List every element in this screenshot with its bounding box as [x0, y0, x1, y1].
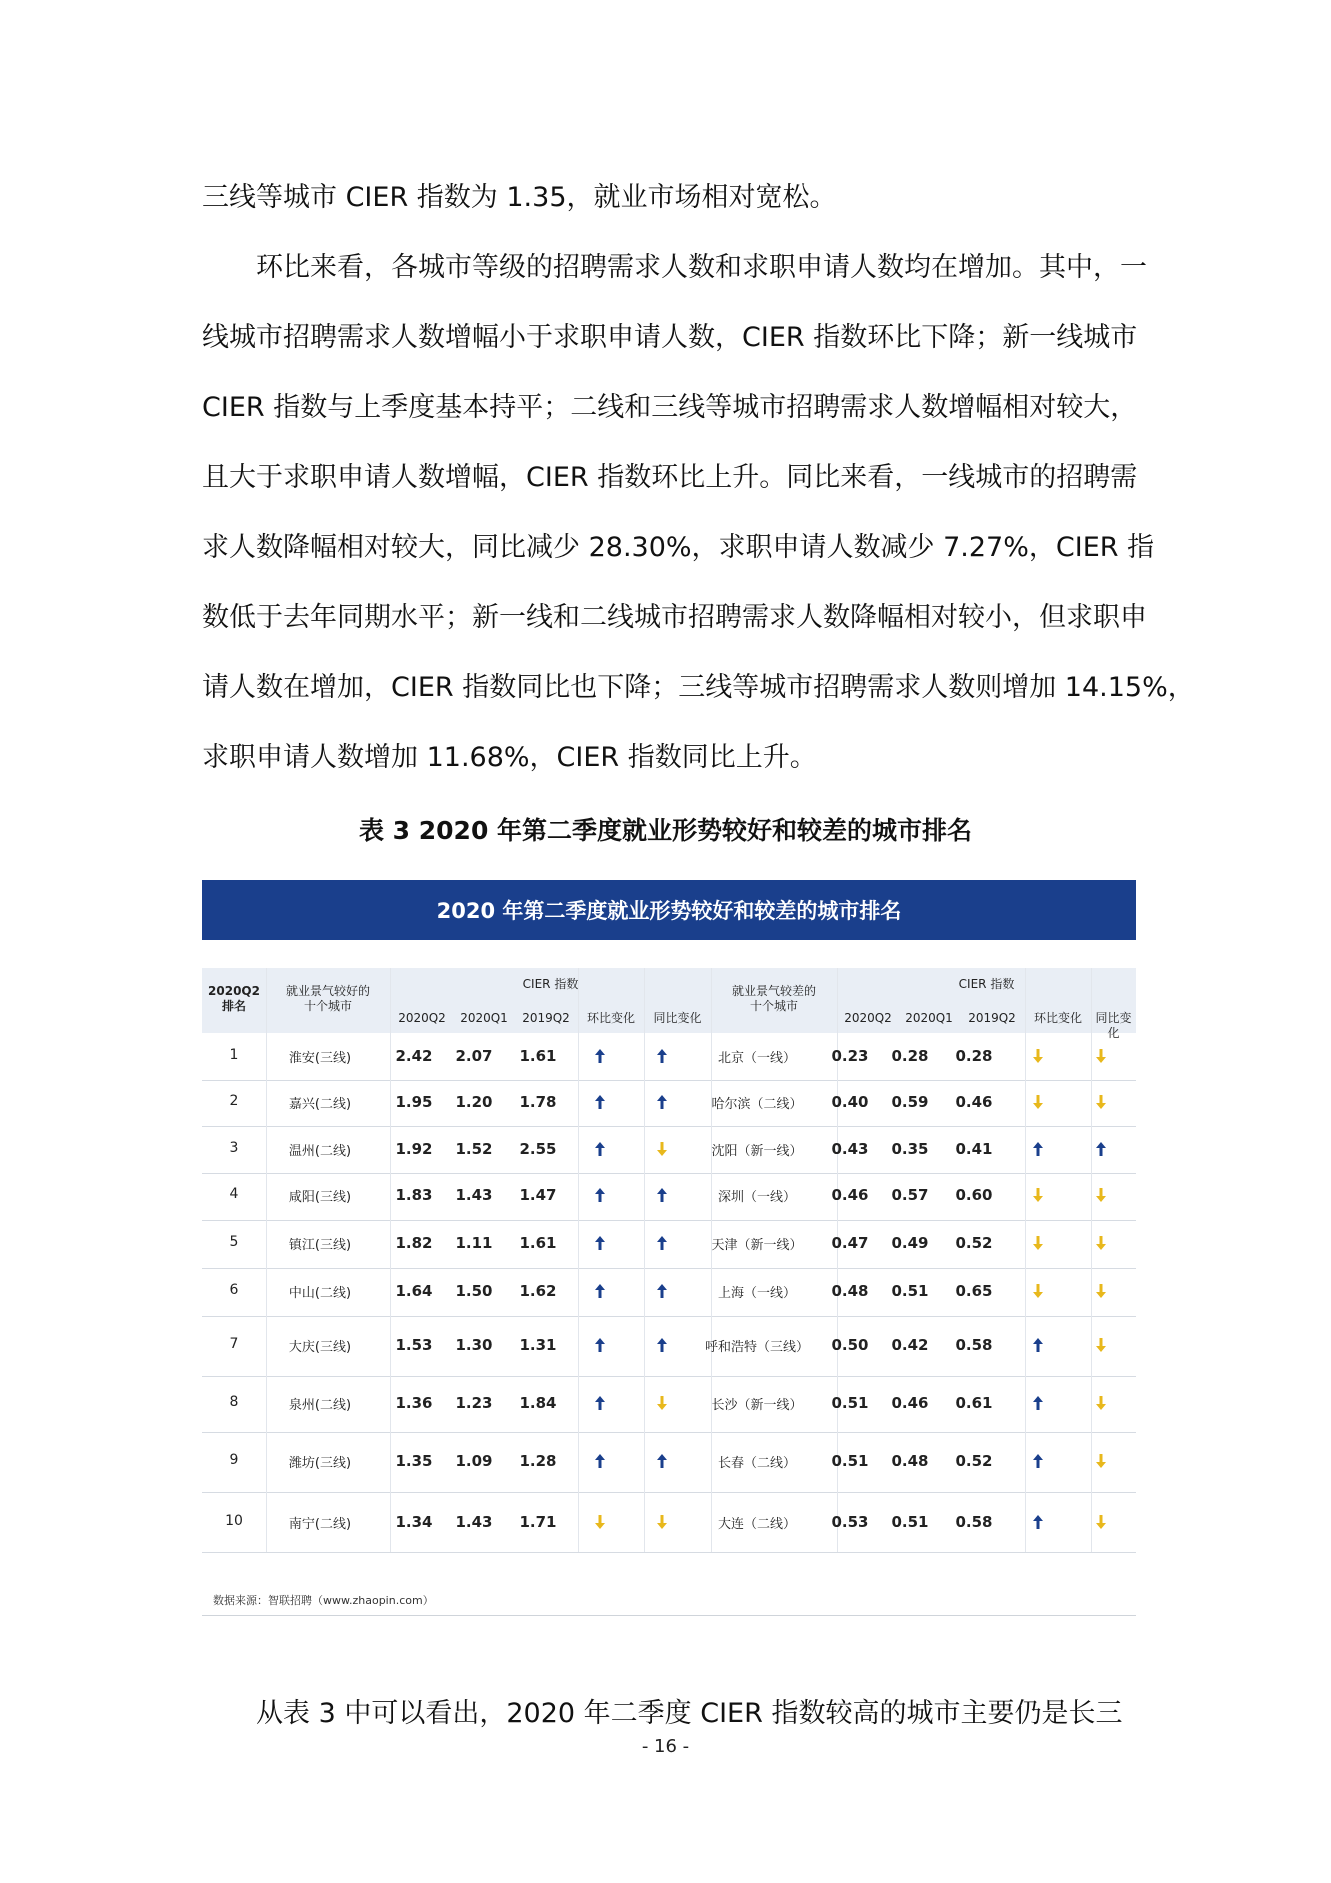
header-good-line1: 就业景气较好的: [285, 984, 370, 998]
header-bad-line1: 就业景气较差的: [731, 984, 816, 998]
column-divider: [1025, 968, 1026, 1552]
header-bad-line2: 十个城市: [749, 999, 798, 1013]
cier-2020q2-cell: 1.92: [395, 1140, 433, 1158]
arrow-down-icon: [657, 1515, 667, 1529]
cier-2020q1-cell: 1.11: [455, 1234, 493, 1252]
cier-2020q1-cell: 0.49: [891, 1234, 929, 1252]
cier-2020q1-cell: 2.07: [455, 1047, 493, 1065]
rank-cell: 8: [229, 1394, 239, 1410]
text-line: 三线等城市 CIER 指数为 1.35，就业市场相对宽松。: [202, 182, 837, 213]
row-divider: [202, 1173, 1136, 1174]
bad-city-cell: 沈阳（新一线）: [711, 1144, 803, 1159]
arrow-up-icon: [657, 1284, 667, 1298]
arrow-up-icon: [595, 1338, 605, 1352]
text-line: 数低于去年同期水平；新一线和二线城市招聘需求人数降幅相对较小，但求职申: [202, 602, 1147, 633]
header-col: 环比变化: [1033, 1011, 1082, 1025]
arrow-down-icon: [1096, 1188, 1106, 1202]
arrow-down-icon: [1096, 1338, 1106, 1352]
good-city-cell: 潍坊(三线): [288, 1456, 352, 1471]
cier-2020q1-cell: 1.50: [455, 1282, 493, 1300]
arrow-down-icon: [1096, 1515, 1106, 1529]
cier-2019q2-cell: 0.58: [955, 1336, 993, 1354]
text-line: 求人数降幅相对较大，同比减少 28.30%，求职申请人数减少 7.27%，CIER 指: [202, 532, 1155, 563]
bad-city-cell: 长沙（新一线）: [711, 1398, 803, 1413]
cier-2019q2-cell: 2.55: [519, 1140, 557, 1158]
header-cier-group-bad: CIER 指数: [958, 977, 1015, 991]
cier-2020q1-cell: 1.52: [455, 1140, 493, 1158]
header-good-cities: [266, 984, 390, 1014]
cier-2020q2-cell: 0.48: [831, 1282, 869, 1300]
arrow-down-icon: [1033, 1284, 1043, 1298]
rank-cell: 2: [229, 1093, 239, 1109]
cier-2019q2-cell: 1.61: [519, 1047, 557, 1065]
row-divider: [202, 1492, 1136, 1493]
cier-2020q2-cell: 1.82: [395, 1234, 433, 1252]
arrow-down-icon: [595, 1515, 605, 1529]
arrow-up-icon: [657, 1049, 667, 1063]
text-line: 环比来看，各城市等级的招聘需求人数和求职申请人数均在增加。其中，一: [256, 252, 1147, 283]
cier-2020q1-cell: 0.51: [891, 1513, 929, 1531]
arrow-down-icon: [1033, 1095, 1043, 1109]
cier-2020q1-cell: 0.46: [891, 1394, 929, 1412]
column-divider: [578, 968, 579, 1552]
cier-2020q2-cell: 1.53: [395, 1336, 433, 1354]
cier-2019q2-cell: 1.47: [519, 1186, 557, 1204]
rank-cell: 7: [229, 1336, 239, 1352]
text-line: 请人数在增加，CIER 指数同比也下降；三线等城市招聘需求人数则增加 14.15%，: [202, 672, 1195, 703]
cier-2020q2-cell: 0.46: [831, 1186, 869, 1204]
cier-2019q2-cell: 1.31: [519, 1336, 557, 1354]
rank-cell: 6: [229, 1282, 239, 1298]
good-city-cell: 大庆(三线): [288, 1340, 352, 1355]
good-city-cell: 镇江(三线): [288, 1238, 352, 1253]
header-rank-line2: 排名: [221, 999, 246, 1013]
column-divider: [1091, 968, 1092, 1552]
bad-city-cell: 天津（新一线）: [711, 1238, 803, 1253]
arrow-down-icon: [657, 1396, 667, 1410]
header-col: 2020Q1: [905, 1011, 953, 1025]
bad-city-cell: 大连（二线）: [717, 1517, 796, 1532]
header-good-line2: 十个城市: [303, 999, 352, 1013]
arrow-down-icon: [1096, 1236, 1106, 1250]
rank-cell: 4: [229, 1186, 239, 1202]
arrow-down-icon: [657, 1142, 667, 1156]
arrow-down-icon: [1033, 1188, 1043, 1202]
rank-cell: 10: [225, 1513, 243, 1529]
cier-2020q2-cell: 0.43: [831, 1140, 869, 1158]
arrow-up-icon: [595, 1095, 605, 1109]
cier-2020q1-cell: 1.09: [455, 1452, 493, 1470]
cier-2019q2-cell: 1.84: [519, 1394, 557, 1412]
row-divider: [202, 1220, 1136, 1221]
cier-2019q2-cell: 0.60: [955, 1186, 993, 1204]
header-col: 2019Q2: [522, 1011, 570, 1025]
cier-2019q2-cell: 1.61: [519, 1234, 557, 1252]
rank-cell: 5: [229, 1234, 239, 1250]
arrow-up-icon: [1033, 1338, 1043, 1352]
cier-2019q2-cell: 0.46: [955, 1093, 993, 1111]
cier-2019q2-cell: 0.61: [955, 1394, 993, 1412]
arrow-up-icon: [595, 1236, 605, 1250]
arrow-up-icon: [657, 1338, 667, 1352]
bad-city-cell: 深圳（一线）: [717, 1190, 796, 1205]
cier-2020q2-cell: 1.34: [395, 1513, 433, 1531]
arrow-up-icon: [1033, 1515, 1043, 1529]
cier-2020q2-cell: 1.35: [395, 1452, 433, 1470]
cier-2020q1-cell: 1.43: [455, 1186, 493, 1204]
arrow-up-icon: [657, 1188, 667, 1202]
cier-2020q2-cell: 0.23: [831, 1047, 869, 1065]
cier-2020q1-cell: 0.59: [891, 1093, 929, 1111]
arrow-up-icon: [595, 1142, 605, 1156]
arrow-down-icon: [1096, 1095, 1106, 1109]
arrow-up-icon: [595, 1454, 605, 1468]
header-col: 环比变化: [586, 1011, 635, 1025]
arrow-down-icon: [1096, 1396, 1106, 1410]
cier-2019q2-cell: 0.58: [955, 1513, 993, 1531]
cier-2020q1-cell: 0.42: [891, 1336, 929, 1354]
good-city-cell: 淮安(三线): [288, 1051, 352, 1066]
cier-2020q2-cell: 1.83: [395, 1186, 433, 1204]
arrow-down-icon: [1033, 1049, 1043, 1063]
text-line: 线城市招聘需求人数增幅小于求职申请人数，CIER 指数环比下降；新一线城市: [202, 322, 1138, 353]
arrow-up-icon: [1096, 1142, 1106, 1156]
ranking-table-figure: [202, 880, 1136, 1616]
row-divider: [202, 1316, 1136, 1317]
good-city-cell: 泉州(二线): [288, 1398, 352, 1413]
header-col: 2020Q2: [398, 1011, 446, 1025]
rank-cell: 3: [229, 1140, 239, 1156]
arrow-up-icon: [1033, 1454, 1043, 1468]
cier-2019q2-cell: 0.65: [955, 1282, 993, 1300]
cier-2020q1-cell: 0.35: [891, 1140, 929, 1158]
cier-2020q2-cell: 1.95: [395, 1093, 433, 1111]
cier-2020q2-cell: 1.64: [395, 1282, 433, 1300]
arrow-up-icon: [1033, 1142, 1043, 1156]
arrow-up-icon: [595, 1284, 605, 1298]
page-number: - 16 -: [641, 1736, 690, 1757]
cier-2020q1-cell: 0.57: [891, 1186, 929, 1204]
cier-2020q2-cell: 0.51: [831, 1394, 869, 1412]
text-line: 求职申请人数增加 11.68%，CIER 指数同比上升。: [202, 742, 817, 773]
rank-cell: 1: [229, 1047, 239, 1063]
header-col: 2019Q2: [968, 1011, 1016, 1025]
cier-2019q2-cell: 1.71: [519, 1513, 557, 1531]
cier-2019q2-cell: 1.62: [519, 1282, 557, 1300]
cier-2019q2-cell: 0.52: [955, 1234, 993, 1252]
row-divider: [202, 1432, 1136, 1433]
row-divider: [202, 1268, 1136, 1269]
cier-2019q2-cell: 0.28: [955, 1047, 993, 1065]
arrow-up-icon: [1033, 1396, 1043, 1410]
header-col: 同比变化: [653, 1011, 702, 1025]
arrow-up-icon: [595, 1188, 605, 1202]
good-city-cell: 嘉兴(二线): [288, 1097, 352, 1112]
header-col: 2020Q2: [844, 1011, 892, 1025]
source-divider: [202, 1615, 1136, 1616]
header-cier-group-good: CIER 指数: [522, 977, 579, 991]
cier-2020q2-cell: 0.51: [831, 1452, 869, 1470]
rank-cell: 9: [229, 1452, 239, 1468]
arrow-down-icon: [1096, 1049, 1106, 1063]
arrow-down-icon: [1096, 1284, 1106, 1298]
good-city-cell: 温州(二线): [288, 1144, 352, 1159]
cier-2020q2-cell: 0.53: [831, 1513, 869, 1531]
figure-banner-title: 2020 年第二季度就业形势较好和较差的城市排名: [202, 880, 1136, 940]
bad-city-cell: 北京（一线）: [717, 1051, 796, 1066]
arrow-down-icon: [1033, 1236, 1043, 1250]
cier-2020q2-cell: 2.42: [395, 1047, 433, 1065]
cier-2020q1-cell: 1.20: [455, 1093, 493, 1111]
row-divider: [202, 1080, 1136, 1081]
cier-2020q1-cell: 1.43: [455, 1513, 493, 1531]
cier-2020q2-cell: 1.36: [395, 1394, 433, 1412]
cier-2020q1-cell: 1.30: [455, 1336, 493, 1354]
arrow-up-icon: [657, 1454, 667, 1468]
row-divider: [202, 1376, 1136, 1377]
cier-2020q2-cell: 0.47: [831, 1234, 869, 1252]
good-city-cell: 中山(二线): [288, 1286, 352, 1301]
cier-2020q1-cell: 0.28: [891, 1047, 929, 1065]
header-rank: [202, 984, 266, 1014]
good-city-cell: 咸阳(三线): [288, 1190, 352, 1205]
text-line: CIER 指数与上季度基本持平；二线和三线等城市招聘需求人数增幅相对较大，: [202, 392, 1138, 423]
cier-2019q2-cell: 0.52: [955, 1452, 993, 1470]
table-caption: 表 3 2020 年第二季度就业形势较好和较差的城市排名: [358, 816, 973, 845]
header-col: 同比变化: [1095, 1011, 1132, 1040]
arrow-up-icon: [657, 1236, 667, 1250]
header-bad-cities: [711, 984, 837, 1014]
cier-2019q2-cell: 1.78: [519, 1093, 557, 1111]
row-divider: [202, 1126, 1136, 1127]
bad-city-cell: 上海（一线）: [717, 1286, 796, 1301]
cier-2020q1-cell: 0.48: [891, 1452, 929, 1470]
row-divider: [202, 1552, 1136, 1553]
header-col: 2020Q1: [460, 1011, 508, 1025]
text-line: 从表 3 中可以看出，2020 年二季度 CIER 指数较高的城市主要仍是长三: [256, 1698, 1123, 1729]
cier-2020q2-cell: 0.50: [831, 1336, 869, 1354]
cier-2020q1-cell: 1.23: [455, 1394, 493, 1412]
arrow-up-icon: [595, 1049, 605, 1063]
cier-2020q2-cell: 0.40: [831, 1093, 869, 1111]
bad-city-cell: 长春（二线）: [717, 1456, 796, 1471]
cier-2019q2-cell: 0.41: [955, 1140, 993, 1158]
bad-city-cell: 呼和浩特（三线）: [704, 1340, 809, 1355]
arrow-up-icon: [657, 1095, 667, 1109]
column-divider: [644, 968, 645, 1552]
cier-2020q1-cell: 0.51: [891, 1282, 929, 1300]
text-line: 且大于求职申请人数增幅，CIER 指数环比上升。同比来看，一线城市的招聘需: [202, 462, 1138, 493]
bad-city-cell: 哈尔滨（二线）: [711, 1097, 803, 1112]
arrow-down-icon: [1096, 1454, 1106, 1468]
good-city-cell: 南宁(二线): [288, 1517, 352, 1532]
header-rank-line1: 2020Q2: [208, 984, 260, 998]
cier-2019q2-cell: 1.28: [519, 1452, 557, 1470]
data-source-note: 数据来源：智联招聘（www.zhaopin.com）: [213, 1594, 434, 1607]
arrow-up-icon: [595, 1396, 605, 1410]
